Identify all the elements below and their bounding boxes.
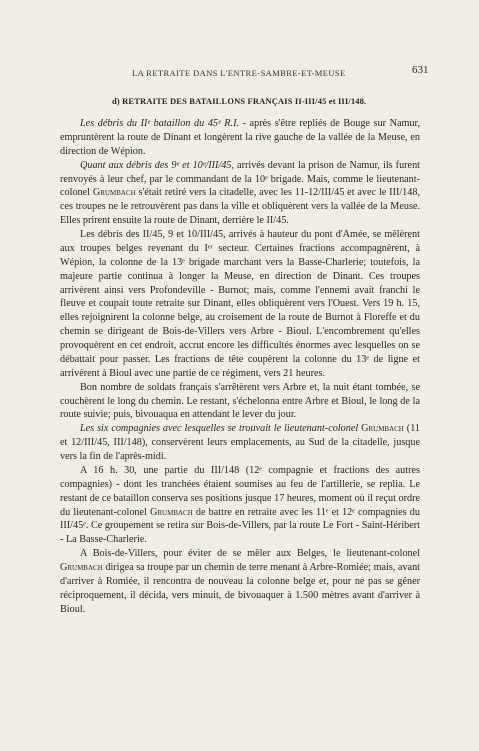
- running-head: LA RETRAITE DANS L'ENTRE-SAMBRE-ET-MEUSE: [132, 68, 346, 78]
- paragraph-2: [60, 159, 420, 228]
- paragraph-2-text-2: s'était retiré vers la citadelle, avec les 11-12/III/45 et avec le III/148, ces troupes ne le retrouvèrent pas dans la ville et obliquèrent vers la vallée de la Meuse. Elles prirent ensuite la route de Dinant, derrière le II/45.: [60, 187, 421, 227]
- body-text: [60, 117, 420, 617]
- paragraph-5: [60, 422, 420, 464]
- commander-name: Grumbach: [92, 187, 136, 199]
- paragraph-3: [60, 228, 420, 381]
- paragraph-5-italic: Les six compagnies avec lesquelles se trouvait le lieutenant-colonel: [80, 423, 359, 435]
- paragraph-1-italic: Les débris du IIᵉ bataillon du 45ᵉ R.I.: [80, 118, 240, 129]
- paragraph-7-text-2: dirigea sa troupe par un chemin de terre menant à Arbre-Romiée; mais, avant d'arriver à Romiée, il rencontra de nouveau la colonne belge et, pour ne pas se gêner réciproquement, il décida, vers minuit, de bivouaquer à 1.500 mètres avant d'arriver à Bioul.: [60, 562, 420, 615]
- paragraph-4: [60, 381, 420, 423]
- paragraph-1-text: - après s'être repliés de Bouge sur Namur, empruntèrent la route de Dinant et longèrent la rive gauche de la vallée de la Meuse, en direction de Wépion.: [60, 118, 421, 157]
- paragraph-6-text-1: A 16 h. 30, une partie du III/148 (12ᵉ compagnie et fractions des autres compagnies) - dont les tranchées étaient soumises au feu de l'artillerie, se replia. Le restant de ce bataillon conserva ses positions jusque 17 heures, moment où il reçut ordre du lieutenant-colonel: [60, 464, 420, 518]
- section-heading: d) RETRAITE DES BATAILLONS FRANÇAIS II-III/45 et III/148.: [112, 96, 367, 106]
- commander-name: Grumbach: [60, 562, 103, 573]
- paragraph-2-italic: Quant aux débris des 9ᵉ et 10ᵉ/III/45: [80, 159, 232, 171]
- paragraph-1: [60, 117, 420, 159]
- paragraph-3-text: Les débris des II/45, 9 et 10/III/45, arrivés à hauteur du pont d'Amée, se mêlèrent aux troupes belges revenant du Iᵉʳ secteur. Certaines fractions accompagnèrent, à Wépion, la colonne de la 13ᵉ brigade marchant vers la Basse-Charlerie; toutefois, la majeure partie continua à longer la Meuse, en direction de Dinant. Ces troupes arrivèrent ainsi vers Profondeville - Burnot; mais, comme l'ennemi avait franchi le fleuve et coupait toute retraite sur Dinant, elles obliquèrent vers l'Ouest. Vers 19 h. 15, elles rejoignirent la colonne belge, au croisement de la route de Burnot à Floreffe et du chemin se dirigeant de Bois-de-Villers vers Arbre - Bioul. L'encombrement qu'elles provoquèrent en cet endroit, accrut encore les difficultés énormes avec lesquelles on se débattait pour passer. Les fractions de tête coupèrent la colonne du 13ᵉ de ligne et arrivèrent à Bioul avec une partie de ce régiment, vers 21 heures.: [60, 229, 420, 379]
- paragraph-2-text-1: , arrivés devant la prison de Namur, ils furent renvoyés à leur chef, par le commandant de la 10ᵉ brigade. Mais, comme le lieutenant-colonel: [60, 159, 421, 199]
- paragraph-6: [60, 464, 420, 547]
- paragraph-5-text: (11 et 12/III/45, III/148), conservèrent leurs emplacements, au Sud de la citadelle, jusque vers la fin de l'après-midi.: [60, 423, 420, 462]
- paragraph-6-text-2: de battre en retraite avec les 11ᵉ et 12ᵉ compagnies du III/45ᵉ. Ce groupement se retira sur Bois-de-Villers, par la route Le Fort - Saint-Héribert - La Basse-Charlerie.: [60, 506, 420, 546]
- commander-name: Grumbach: [361, 423, 404, 435]
- paragraph-4-text: Bon nombre de soldats français s'arrêtèrent vers Arbre et, la nuit étant tombée, se couchèrent le long du chemin. Le restant, s'échelonna entre Arbre et Bioul, le long de la route suivie; puis, bivouaqua en attendant le lever du jour.: [60, 381, 420, 421]
- commander-name: Grumbach: [150, 506, 193, 518]
- paragraph-7-text-1: A Bois-de-Villers, pour éviter de se mêler aux Belges, le lieutenant-colonel: [80, 548, 420, 560]
- page-number: 631: [412, 64, 429, 76]
- paragraph-7: [60, 547, 420, 616]
